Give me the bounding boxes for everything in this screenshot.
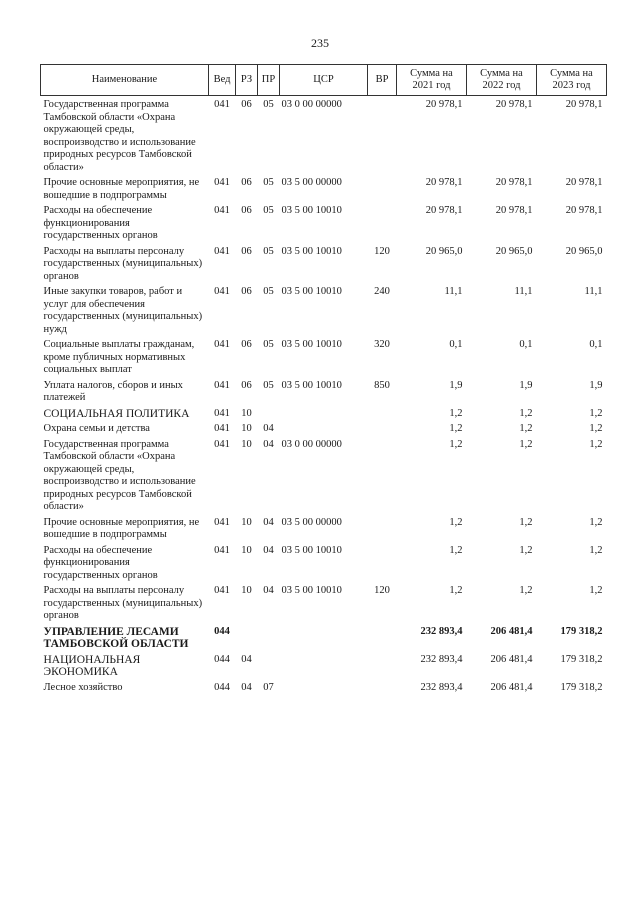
row-pr bbox=[258, 623, 280, 651]
row-vr bbox=[368, 542, 397, 583]
row-sum-2021: 232 893,4 bbox=[420, 681, 463, 693]
row-vr: 240 bbox=[374, 286, 390, 297]
row-vr: 120 bbox=[374, 245, 390, 257]
header-vr: ВР bbox=[368, 65, 397, 96]
row-csr bbox=[280, 651, 368, 679]
row-csr bbox=[280, 623, 368, 651]
row-sum-2022: 1,9 bbox=[519, 379, 533, 391]
row-pr: 05 bbox=[263, 205, 274, 216]
table-header bbox=[41, 65, 607, 96]
table-row bbox=[41, 436, 607, 514]
row-pr: 05 bbox=[263, 245, 274, 257]
table-body bbox=[41, 96, 607, 695]
row-ved: 041 bbox=[214, 177, 230, 188]
row-rz: 10 bbox=[241, 438, 252, 450]
row-rz: 06 bbox=[241, 286, 252, 297]
row-pr: 04 bbox=[263, 585, 274, 596]
row-vr bbox=[368, 405, 397, 421]
row-sum-2021: 232 893,4 bbox=[420, 625, 463, 637]
row-name: Расходы на обеспечение функционирования государственных органов bbox=[43, 205, 158, 241]
row-sum-2023: 1,9 bbox=[589, 379, 603, 391]
row-vr bbox=[368, 514, 397, 542]
table-row bbox=[41, 96, 607, 175]
table-row bbox=[41, 582, 607, 623]
table-row bbox=[41, 283, 607, 336]
row-rz: 04 bbox=[241, 653, 252, 665]
row-rz: 10 bbox=[241, 516, 252, 528]
row-rz: 06 bbox=[241, 245, 252, 257]
row-csr: 03 5 00 10010 bbox=[281, 245, 342, 257]
row-sum-2023: 11,1 bbox=[584, 286, 603, 297]
row-name: Государственная программа Тамбовской области «Охрана окружающей среды, воспроизводство и использование природных ресурсов Тамбовской области» bbox=[43, 438, 196, 512]
table-row bbox=[41, 336, 607, 377]
row-vr bbox=[368, 623, 397, 651]
row-pr bbox=[258, 651, 280, 679]
row-vr bbox=[368, 96, 397, 175]
row-sum-2021: 20 978,1 bbox=[425, 205, 463, 216]
row-sum-2021: 0,1 bbox=[449, 339, 463, 350]
row-rz: 10 bbox=[241, 585, 252, 596]
table-row bbox=[41, 174, 607, 202]
row-sum-2021: 20 978,1 bbox=[425, 99, 463, 110]
row-pr: 04 bbox=[263, 423, 274, 434]
table-row bbox=[41, 405, 607, 421]
table-row bbox=[41, 679, 607, 695]
row-csr: 03 5 00 10010 bbox=[281, 286, 342, 297]
row-sum-2022: 1,2 bbox=[519, 516, 533, 528]
row-name: Расходы на выплаты персоналу государственных (муниципальных) органов bbox=[43, 585, 203, 621]
row-ved: 041 bbox=[214, 205, 230, 216]
row-pr: 04 bbox=[263, 544, 274, 556]
row-csr: 03 0 00 00000 bbox=[281, 99, 342, 110]
row-vr bbox=[368, 436, 397, 514]
row-sum-2023: 1,2 bbox=[589, 407, 603, 419]
table-row bbox=[41, 514, 607, 542]
row-csr: 03 5 00 00000 bbox=[281, 516, 342, 528]
row-sum-2022: 20 965,0 bbox=[495, 245, 533, 257]
header-sum-2021: Сумма на 2021 год bbox=[397, 65, 467, 96]
header-sum-2022: Сумма на 2022 год bbox=[467, 65, 537, 96]
row-sum-2022: 1,2 bbox=[519, 423, 533, 434]
row-name: УПРАВЛЕНИЕ ЛЕСАМИ ТАМБОВСКОЙ ОБЛАСТИ bbox=[43, 625, 189, 650]
row-sum-2021: 1,9 bbox=[449, 379, 463, 391]
table-row bbox=[41, 420, 607, 436]
row-sum-2021: 20 978,1 bbox=[425, 177, 463, 188]
row-sum-2022: 1,2 bbox=[519, 585, 533, 596]
table-row bbox=[41, 377, 607, 405]
row-csr: 03 5 00 10010 bbox=[281, 339, 342, 350]
row-sum-2023: 179 318,2 bbox=[560, 653, 603, 665]
row-sum-2022: 20 978,1 bbox=[495, 99, 533, 110]
header-csr: ЦСР bbox=[280, 65, 368, 96]
row-sum-2023: 20 978,1 bbox=[565, 99, 603, 110]
header-sum-2023: Сумма на 2023 год bbox=[537, 65, 607, 96]
row-pr: 05 bbox=[263, 379, 274, 391]
row-ved: 044 bbox=[214, 625, 230, 637]
row-name: Охрана семьи и детства bbox=[43, 423, 150, 434]
row-sum-2023: 1,2 bbox=[589, 423, 603, 434]
row-rz: 06 bbox=[241, 379, 252, 391]
page-number: 235 bbox=[311, 36, 329, 50]
row-ved: 041 bbox=[214, 99, 230, 110]
table-row bbox=[41, 542, 607, 583]
budget-table bbox=[40, 64, 607, 694]
row-sum-2022: 206 481,4 bbox=[490, 681, 533, 693]
row-csr: 03 5 00 10010 bbox=[281, 205, 342, 216]
row-sum-2021: 20 965,0 bbox=[425, 245, 463, 257]
row-name: Иные закупки товаров, работ и услуг для обеспечения государственных (муниципальных) нужд bbox=[43, 286, 203, 335]
table-row bbox=[41, 243, 607, 284]
row-sum-2023: 0,1 bbox=[589, 339, 603, 350]
row-rz: 10 bbox=[241, 407, 252, 419]
row-rz: 06 bbox=[241, 177, 252, 188]
row-csr: 03 5 00 10010 bbox=[281, 379, 342, 391]
row-sum-2022: 11,1 bbox=[514, 286, 533, 297]
row-csr bbox=[280, 405, 368, 421]
row-vr: 850 bbox=[374, 379, 390, 391]
row-ved: 041 bbox=[214, 407, 230, 419]
row-csr: 03 5 00 10010 bbox=[281, 544, 342, 556]
row-sum-2021: 1,2 bbox=[449, 585, 463, 596]
row-pr: 04 bbox=[263, 516, 274, 528]
row-sum-2021: 11,1 bbox=[444, 286, 463, 297]
row-rz: 04 bbox=[241, 681, 252, 693]
row-vr bbox=[368, 202, 397, 243]
row-name: НАЦИОНАЛЬНАЯ ЭКОНОМИКА bbox=[43, 653, 141, 678]
row-csr bbox=[280, 679, 368, 695]
row-rz: 10 bbox=[241, 423, 252, 434]
row-name: Расходы на обеспечение функционирования государственных органов bbox=[43, 544, 158, 581]
row-pr: 05 bbox=[263, 99, 274, 110]
header-rz: РЗ bbox=[236, 65, 258, 96]
row-vr bbox=[368, 679, 397, 695]
row-csr: 03 5 00 00000 bbox=[281, 177, 342, 188]
row-ved: 041 bbox=[214, 438, 230, 450]
row-ved: 041 bbox=[214, 286, 230, 297]
row-ved: 041 bbox=[214, 245, 230, 257]
row-sum-2023: 1,2 bbox=[589, 585, 603, 596]
row-sum-2023: 20 965,0 bbox=[565, 245, 603, 257]
row-csr bbox=[280, 420, 368, 436]
row-pr bbox=[258, 405, 280, 421]
row-sum-2023: 1,2 bbox=[589, 544, 603, 556]
row-sum-2022: 206 481,4 bbox=[490, 625, 533, 637]
row-sum-2021: 1,2 bbox=[449, 423, 463, 434]
row-sum-2022: 20 978,1 bbox=[495, 205, 533, 216]
row-sum-2022: 206 481,4 bbox=[490, 653, 533, 665]
row-ved: 044 bbox=[214, 653, 230, 665]
row-sum-2023: 179 318,2 bbox=[560, 681, 603, 693]
row-ved: 041 bbox=[214, 585, 230, 596]
row-pr: 05 bbox=[263, 339, 274, 350]
row-pr: 07 bbox=[263, 681, 274, 693]
row-sum-2023: 1,2 bbox=[589, 438, 603, 450]
row-sum-2021: 1,2 bbox=[449, 407, 463, 419]
row-vr: 120 bbox=[374, 585, 390, 596]
row-rz: 10 bbox=[241, 544, 252, 556]
row-pr: 05 bbox=[263, 286, 274, 297]
row-name: Прочие основные мероприятия, не вошедшие в подпрограммы bbox=[43, 177, 200, 201]
row-name: Прочие основные мероприятия, не вошедшие в подпрограммы bbox=[43, 516, 200, 540]
header-pr: ПР bbox=[258, 65, 280, 96]
row-ved: 041 bbox=[214, 423, 230, 434]
row-rz: 06 bbox=[241, 205, 252, 216]
row-ved: 041 bbox=[214, 339, 230, 350]
row-rz: 06 bbox=[241, 339, 252, 350]
row-name: Социальные выплаты гражданам, кроме публичных нормативных социальных выплат bbox=[43, 339, 195, 375]
row-sum-2021: 1,2 bbox=[449, 438, 463, 450]
table-row bbox=[41, 623, 607, 651]
row-name: Лесное хозяйство bbox=[43, 681, 123, 693]
row-sum-2021: 1,2 bbox=[449, 516, 463, 528]
row-sum-2023: 20 978,1 bbox=[565, 205, 603, 216]
row-vr: 320 bbox=[374, 339, 390, 350]
header-name: Наименование bbox=[41, 65, 209, 96]
row-sum-2022: 20 978,1 bbox=[495, 177, 533, 188]
row-sum-2023: 179 318,2 bbox=[560, 625, 603, 637]
row-sum-2022: 1,2 bbox=[519, 407, 533, 419]
row-rz: 06 bbox=[241, 99, 252, 110]
row-rz bbox=[236, 623, 258, 651]
row-name: Государственная программа Тамбовской области «Охрана окружающей среды, воспроизводство и использование природных ресурсов Тамбовской области» bbox=[43, 99, 196, 173]
row-csr: 03 0 00 00000 bbox=[281, 438, 342, 450]
row-pr: 04 bbox=[263, 438, 274, 450]
row-sum-2022: 1,2 bbox=[519, 438, 533, 450]
row-csr: 03 5 00 10010 bbox=[281, 585, 342, 596]
row-name: Уплата налогов, сборов и иных платежей bbox=[43, 379, 183, 403]
header-ved: Вед bbox=[209, 65, 236, 96]
row-name: СОЦИАЛЬНАЯ ПОЛИТИКА bbox=[43, 407, 190, 420]
row-sum-2021: 1,2 bbox=[449, 544, 463, 556]
row-sum-2023: 20 978,1 bbox=[565, 177, 603, 188]
table-row bbox=[41, 651, 607, 679]
row-ved: 041 bbox=[214, 516, 230, 528]
row-vr bbox=[368, 420, 397, 436]
row-pr: 05 bbox=[263, 177, 274, 188]
table-row bbox=[41, 202, 607, 243]
row-ved: 044 bbox=[214, 681, 230, 693]
row-ved: 041 bbox=[214, 379, 230, 391]
row-vr bbox=[368, 174, 397, 202]
row-ved: 041 bbox=[214, 544, 230, 556]
row-vr bbox=[368, 651, 397, 679]
row-sum-2022: 1,2 bbox=[519, 544, 533, 556]
row-sum-2023: 1,2 bbox=[589, 516, 603, 528]
row-name: Расходы на выплаты персоналу государственных (муниципальных) органов bbox=[43, 245, 203, 282]
row-sum-2022: 0,1 bbox=[519, 339, 533, 350]
row-sum-2021: 232 893,4 bbox=[420, 653, 463, 665]
